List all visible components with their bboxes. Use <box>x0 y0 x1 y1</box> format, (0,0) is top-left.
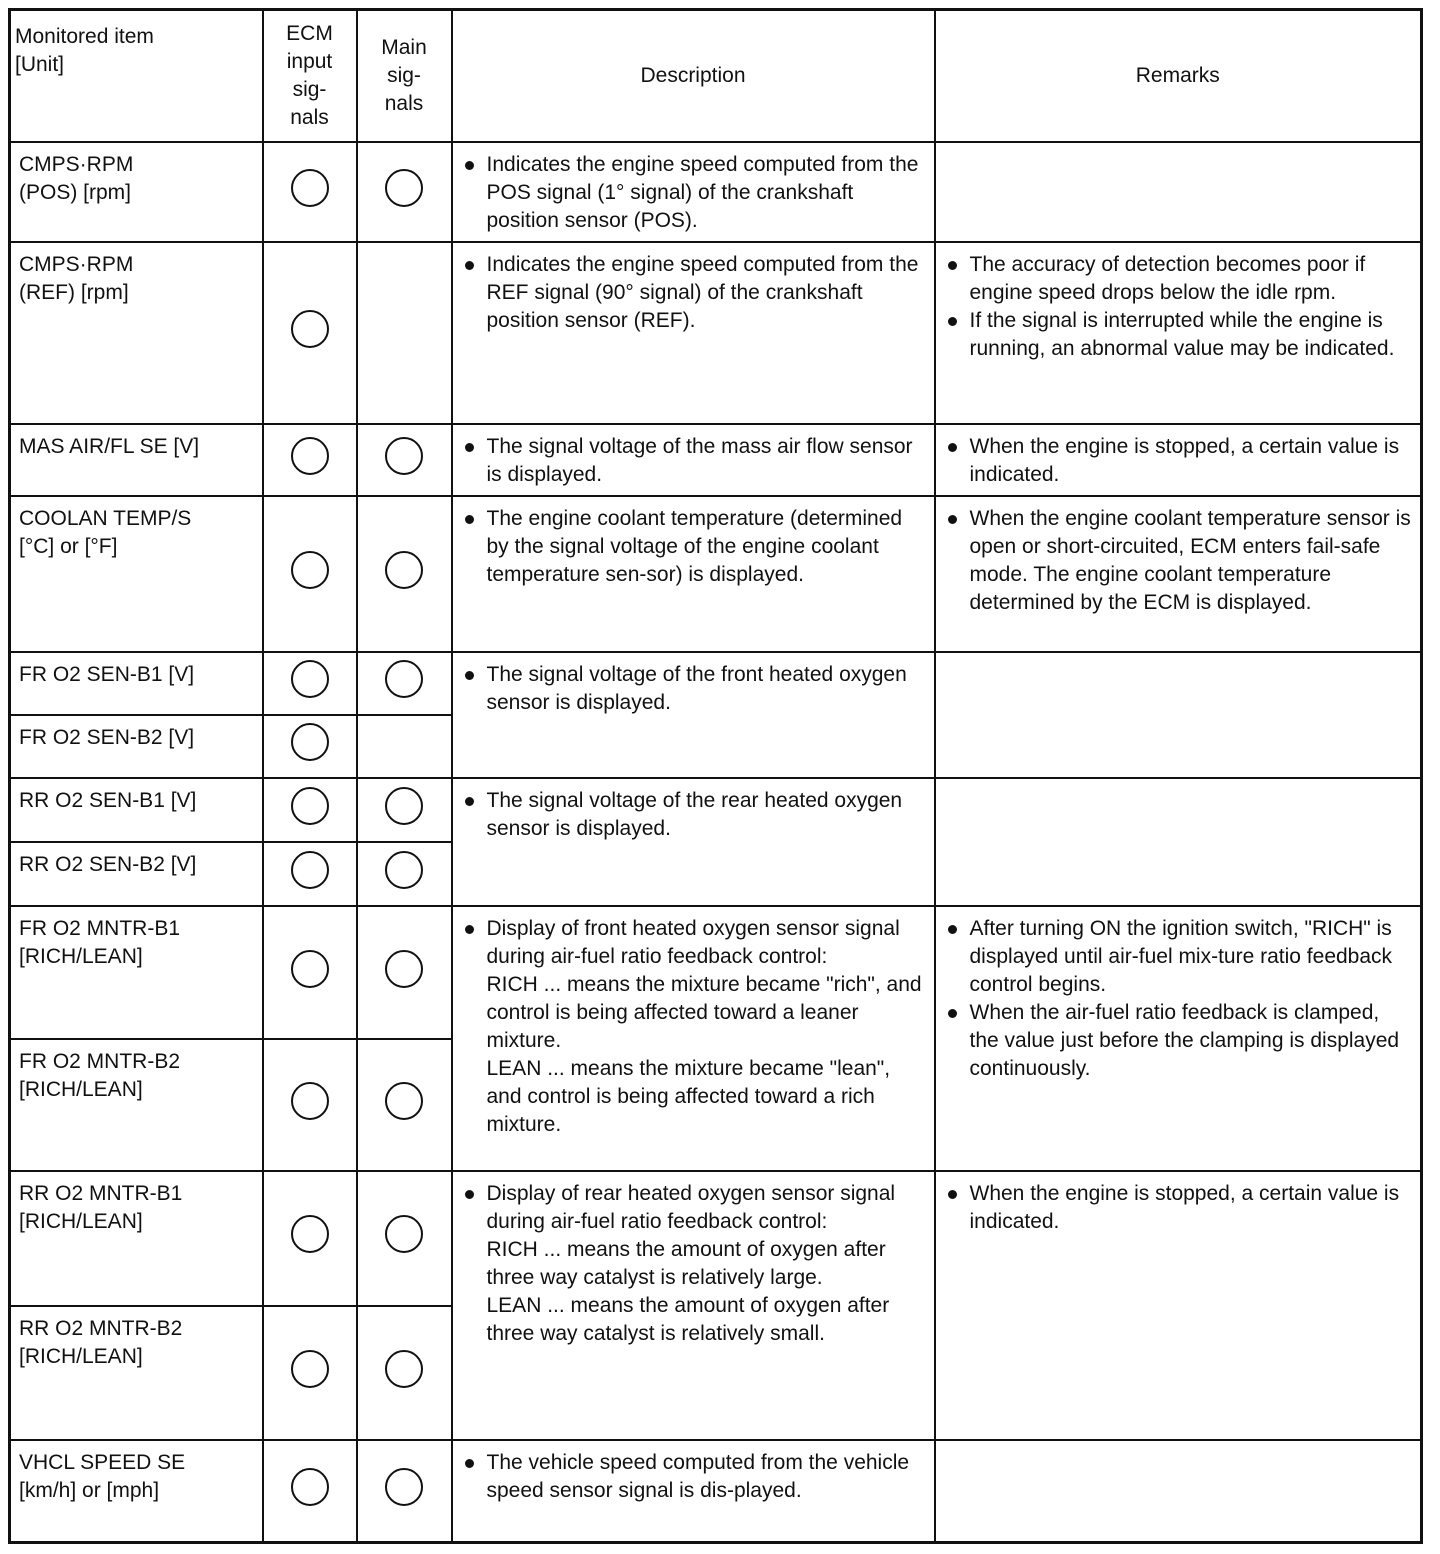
main-cell <box>357 142 452 242</box>
monitored-items-table <box>8 8 1423 1544</box>
remark-bullet: When the engine is stopped, a certain value is indicated. <box>944 1180 1415 1236</box>
item-cell: RR O2 MNTR-B2 [RICH/LEAN] <box>10 1306 263 1440</box>
ecm-signal-circle <box>291 551 329 589</box>
main-signal-circle <box>385 551 423 589</box>
main-signal-circle <box>385 851 423 889</box>
table-row <box>10 652 1422 715</box>
ecm-cell <box>263 906 357 1039</box>
item-cell: VHCL SPEED SE [km/h] or [mph] <box>10 1440 263 1542</box>
ecm-cell <box>263 715 357 778</box>
main-signal-circle <box>385 1082 423 1120</box>
ecm-signal-circle <box>291 169 329 207</box>
description-bullet: The engine coolant temperature (determined by the signal voltage of the engine coolant temperature sen-sor) is displayed. <box>461 505 928 589</box>
table-row <box>10 142 1422 242</box>
item-cell: FR O2 SEN-B2 [V] <box>10 715 263 778</box>
ecm-cell <box>263 424 357 496</box>
description-bullet: The vehicle speed computed from the vehicle speed sensor signal is dis-played. <box>461 1449 928 1505</box>
main-cell <box>357 1039 452 1170</box>
remarks-cell <box>935 778 1422 906</box>
description-bullet: The signal voltage of the rear heated oxygen sensor is displayed. <box>461 787 928 843</box>
remarks-cell <box>935 1171 1422 1441</box>
header-row <box>10 10 1422 142</box>
main-cell <box>357 424 452 496</box>
ecm-cell <box>263 1306 357 1440</box>
header-description: Description <box>452 10 935 142</box>
remark-bullet: When the engine is stopped, a certain value is indicated. <box>944 433 1415 489</box>
item-cell: CMPS·RPM (REF) [rpm] <box>10 242 263 424</box>
description-bullet: Display of front heated oxygen sensor signal during air-fuel ratio feedback control: <box>461 915 928 971</box>
description-bullet: The signal voltage of the front heated oxygen sensor is displayed. <box>461 661 928 717</box>
description-continuation: RICH ... means the amount of oxygen after three way catalyst is relatively large. LEAN ... means the amount of oxygen after three way catalyst is relatively small. <box>486 1237 890 1345</box>
remarks-cell <box>935 242 1422 424</box>
main-cell <box>357 1306 452 1440</box>
remark-bullet: The accuracy of detection becomes poor if engine speed drops below the idle rpm. <box>944 251 1415 307</box>
main-signal-circle <box>385 950 423 988</box>
table-row <box>10 1171 1422 1306</box>
description-bullet: Display of rear heated oxygen sensor signal during air-fuel ratio feedback control: <box>461 1180 928 1236</box>
item-cell: RR O2 MNTR-B1 [RICH/LEAN] <box>10 1171 263 1306</box>
main-signal-circle <box>385 437 423 475</box>
main-signal-circle <box>385 1215 423 1253</box>
description-cell <box>452 906 935 1171</box>
table-row <box>10 1440 1422 1542</box>
item-cell: MAS AIR/FL SE [V] <box>10 424 263 496</box>
remarks-cell <box>935 496 1422 651</box>
description-cell <box>452 1440 935 1542</box>
ecm-signal-circle <box>291 660 329 698</box>
remarks-cell <box>935 1440 1422 1542</box>
item-cell: RR O2 SEN-B2 [V] <box>10 842 263 906</box>
ecm-signal-circle <box>291 851 329 889</box>
ecm-signal-circle <box>291 1468 329 1506</box>
table-row <box>10 496 1422 651</box>
remark-bullet: If the signal is interrupted while the engine is running, an abnormal value may be indicated. <box>944 307 1415 363</box>
main-cell <box>357 778 452 842</box>
ecm-cell <box>263 1039 357 1170</box>
table-row <box>10 906 1422 1039</box>
remarks-cell <box>935 906 1422 1171</box>
description-cell <box>452 778 935 906</box>
item-cell: COOLAN TEMP/S [°C] or [°F] <box>10 496 263 651</box>
main-cell <box>357 1440 452 1542</box>
main-cell <box>357 652 452 715</box>
item-cell: RR O2 SEN-B1 [V] <box>10 778 263 842</box>
description-bullet: Indicates the engine speed computed from the REF signal (90° signal) of the crankshaft position sensor (REF). <box>461 251 928 335</box>
description-continuation: RICH ... means the mixture became "rich", and control is being affected toward a leaner mixture. LEAN ... means the mixture became "lean", and control is being affected toward a rich mixture. <box>486 973 922 1137</box>
description-cell <box>452 652 935 778</box>
ecm-cell <box>263 142 357 242</box>
description-cell <box>452 142 935 242</box>
remarks-cell <box>935 424 1422 496</box>
ecm-cell <box>263 842 357 906</box>
ecm-signal-circle <box>291 1215 329 1253</box>
main-cell <box>357 715 452 778</box>
item-cell: FR O2 MNTR-B2 [RICH/LEAN] <box>10 1039 263 1170</box>
ecm-cell <box>263 652 357 715</box>
main-cell <box>357 1171 452 1306</box>
remark-bullet: After turning ON the ignition switch, "RICH" is displayed until air-fuel mix-ture ratio feedback control begins. <box>944 915 1415 999</box>
main-cell <box>357 842 452 906</box>
table-row <box>10 424 1422 496</box>
item-cell: FR O2 MNTR-B1 [RICH/LEAN] <box>10 906 263 1039</box>
header-ecm-input-signals: ECM input sig- nals <box>263 10 357 142</box>
main-cell <box>357 906 452 1039</box>
header-remarks: Remarks <box>935 10 1422 142</box>
table-row <box>10 242 1422 424</box>
description-cell <box>452 1171 935 1441</box>
description-cell <box>452 242 935 424</box>
ecm-signal-circle <box>291 437 329 475</box>
main-signal-circle <box>385 1350 423 1388</box>
main-cell <box>357 496 452 651</box>
description-bullet: Indicates the engine speed computed from the POS signal (1° signal) of the crankshaft position sensor (POS). <box>461 151 928 235</box>
description-cell <box>452 496 935 651</box>
ecm-cell <box>263 242 357 424</box>
ecm-signal-circle <box>291 1082 329 1120</box>
remarks-cell <box>935 142 1422 242</box>
header-monitored-item: Monitored item [Unit] <box>10 10 263 142</box>
main-signal-circle <box>385 787 423 825</box>
ecm-cell <box>263 496 357 651</box>
main-cell <box>357 242 452 424</box>
ecm-cell <box>263 1171 357 1306</box>
item-cell: CMPS·RPM (POS) [rpm] <box>10 142 263 242</box>
ecm-signal-circle <box>291 950 329 988</box>
table-row <box>10 778 1422 842</box>
ecm-signal-circle <box>291 1350 329 1388</box>
ecm-cell <box>263 778 357 842</box>
header-main-signals: Main sig- nals <box>357 10 452 142</box>
remark-bullet: When the air-fuel ratio feedback is clamped, the value just before the clamping is displayed continuously. <box>944 999 1415 1083</box>
ecm-signal-circle <box>291 723 329 761</box>
description-cell <box>452 424 935 496</box>
main-signal-circle <box>385 1468 423 1506</box>
description-bullet: The signal voltage of the mass air flow sensor is displayed. <box>461 433 928 489</box>
main-signal-circle <box>385 169 423 207</box>
ecm-signal-circle <box>291 787 329 825</box>
ecm-cell <box>263 1440 357 1542</box>
item-cell: FR O2 SEN-B1 [V] <box>10 652 263 715</box>
remark-bullet: When the engine coolant temperature sensor is open or short-circuited, ECM enters fail-safe mode. The engine coolant temperature determined by the ECM is displayed. <box>944 505 1415 617</box>
main-signal-circle <box>385 660 423 698</box>
remarks-cell <box>935 652 1422 778</box>
ecm-signal-circle <box>291 310 329 348</box>
